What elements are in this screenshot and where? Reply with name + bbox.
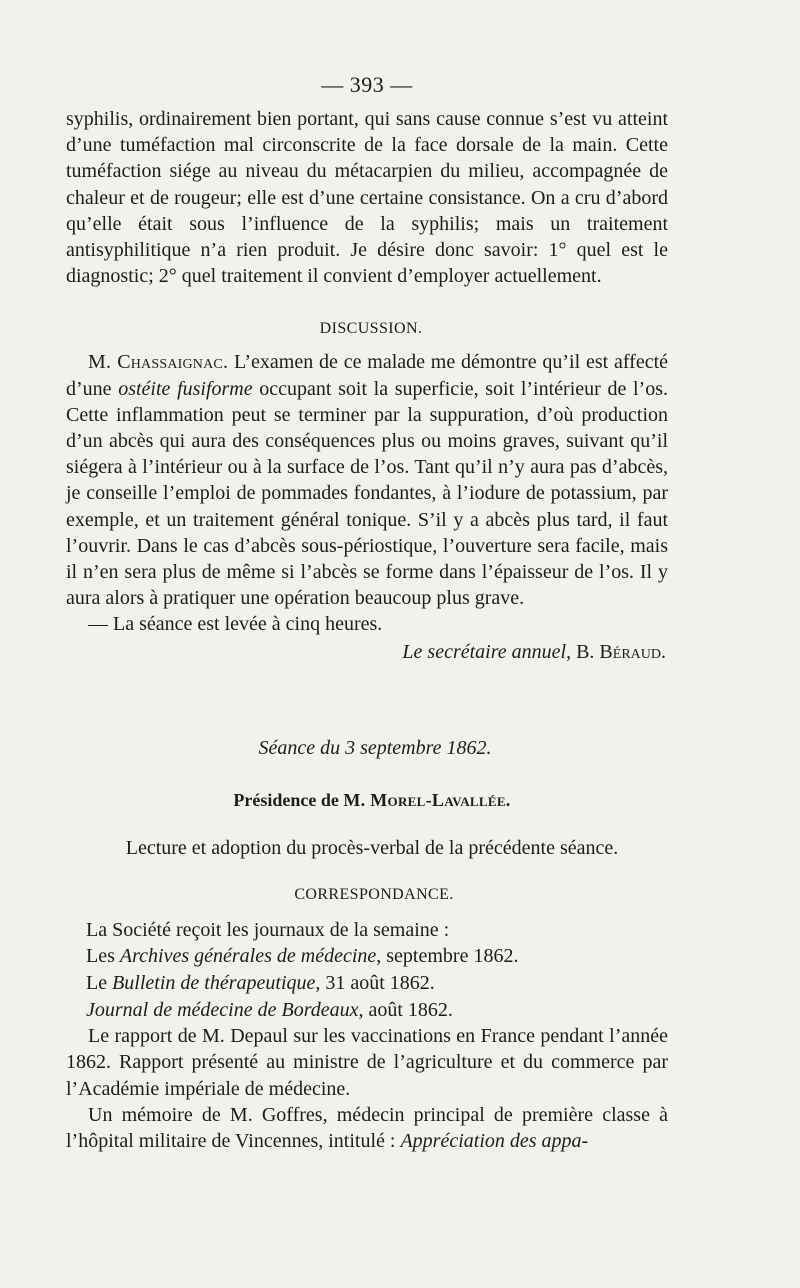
discussion-text-rest: occupant soit la superficie, soit l’intérieur de l’os. Cette inflammation peut se terminer par la suppuration, d’où production d’un abcès qui aura des conséquences plus ou moins graves, suivant qu’il siégera à l’intérieur ou à la surface de l’os. Tant qu’il n’y aura pas d’abcès, je conseille l’emploi de pommades fondantes, à l’iodure de potassium, par exemple, et un traitement général tonique. S’il y a abcès plus tard, il faut l’ouvrir. Dans le cas d’abcès sous-périostique, l’ouverture sera facile, mais il n’en sera plus de même si l’abcès se forme dans l’épaisseur de l’os. Il y aura alors à pratiquer une opération beaucoup plus grave. xyxy=(66,377,668,610)
journal-intro: La Société reçoit les journaux de la semaine : xyxy=(86,918,450,941)
discussion-paragraph xyxy=(66,349,668,611)
journal-item-2 xyxy=(66,970,668,997)
memoir-title: Appréciation des appa- xyxy=(400,1130,589,1153)
correspondence-heading: CORRESPONDANCE. xyxy=(294,885,454,903)
journal-item-1-title: Archives générales de médecine xyxy=(119,945,377,968)
signature-role: Le secrétaire annuel xyxy=(402,640,567,663)
intro-paragraph: syphilis, ordinairement bien portant, qui sans cause connue s’est vu atteint d’une tuméfaction mal circonscrite de la face dorsale de la main. Cette tuméfaction siége au niveau du métacarpien du milieu, accompagnée de chaleur et de rougeur; elle est d’une certaine consistance. On a cru d’abord qu’elle était sous l’influence de la syphilis; mais un traitement antisyphilitique n’a rien produit. Je désire donc savoir: 1° quel est le diagnostic; 2° quel traitement il convient d’employer actuellement. xyxy=(66,108,668,288)
signature-line: Le secrétaire annuel, B. Béraud. xyxy=(402,640,666,663)
presidency-prefix: Présidence de xyxy=(233,789,339,810)
presidency-line xyxy=(66,787,668,813)
signature-name: B. Béraud. xyxy=(576,640,666,663)
journal-item-1 xyxy=(66,943,668,970)
president-name: M. Morel-Lavallée. xyxy=(343,789,511,810)
journal-item-2-prefix: Le xyxy=(86,972,113,995)
closing-line: — La séance est levée à cinq heures. xyxy=(88,613,383,636)
memoir-paragraph xyxy=(66,1102,668,1154)
journal-item-1-date: , septembre 1862. xyxy=(376,945,519,968)
journal-item-2-date: 31 août 1862. xyxy=(320,972,435,995)
discussion-italic-term: ostéite fusiforme xyxy=(118,377,253,400)
journal-item-3 xyxy=(66,997,668,1024)
session-title: Séance du 3 septembre 1862. xyxy=(258,736,492,759)
report-paragraph: Le rapport de M. Depaul sur les vaccinations en France pendant l’année 1862. Rapport présenté au ministre de l’agriculture et du commerce par l’Académie impériale de médecine. xyxy=(66,1025,668,1100)
discussion-heading: DISCUSSION. xyxy=(319,320,423,338)
memoir-text: Un mémoire de M. Goffres, médecin principal de première classe à l’hôpital militaire de Vincennes, intitulé : xyxy=(66,1103,668,1153)
reading-line: Lecture et adoption du procès-verbal de la précédente séance. xyxy=(125,836,619,859)
speaker-name: M. Chassaignac. xyxy=(88,351,229,374)
journal-item-1-prefix: Les xyxy=(86,945,120,968)
journal-item-2-title: Bulletin de thérapeutique, xyxy=(112,972,321,995)
journal-item-3-date: août 1862. xyxy=(363,998,453,1021)
discussion-text-start: L’examen de ce malade me démontre qu’il est affecté d’une xyxy=(66,351,669,400)
journal-item-3-title: Journal de médecine de Bordeaux, xyxy=(86,998,364,1021)
page-number: — 393 — xyxy=(321,72,413,97)
